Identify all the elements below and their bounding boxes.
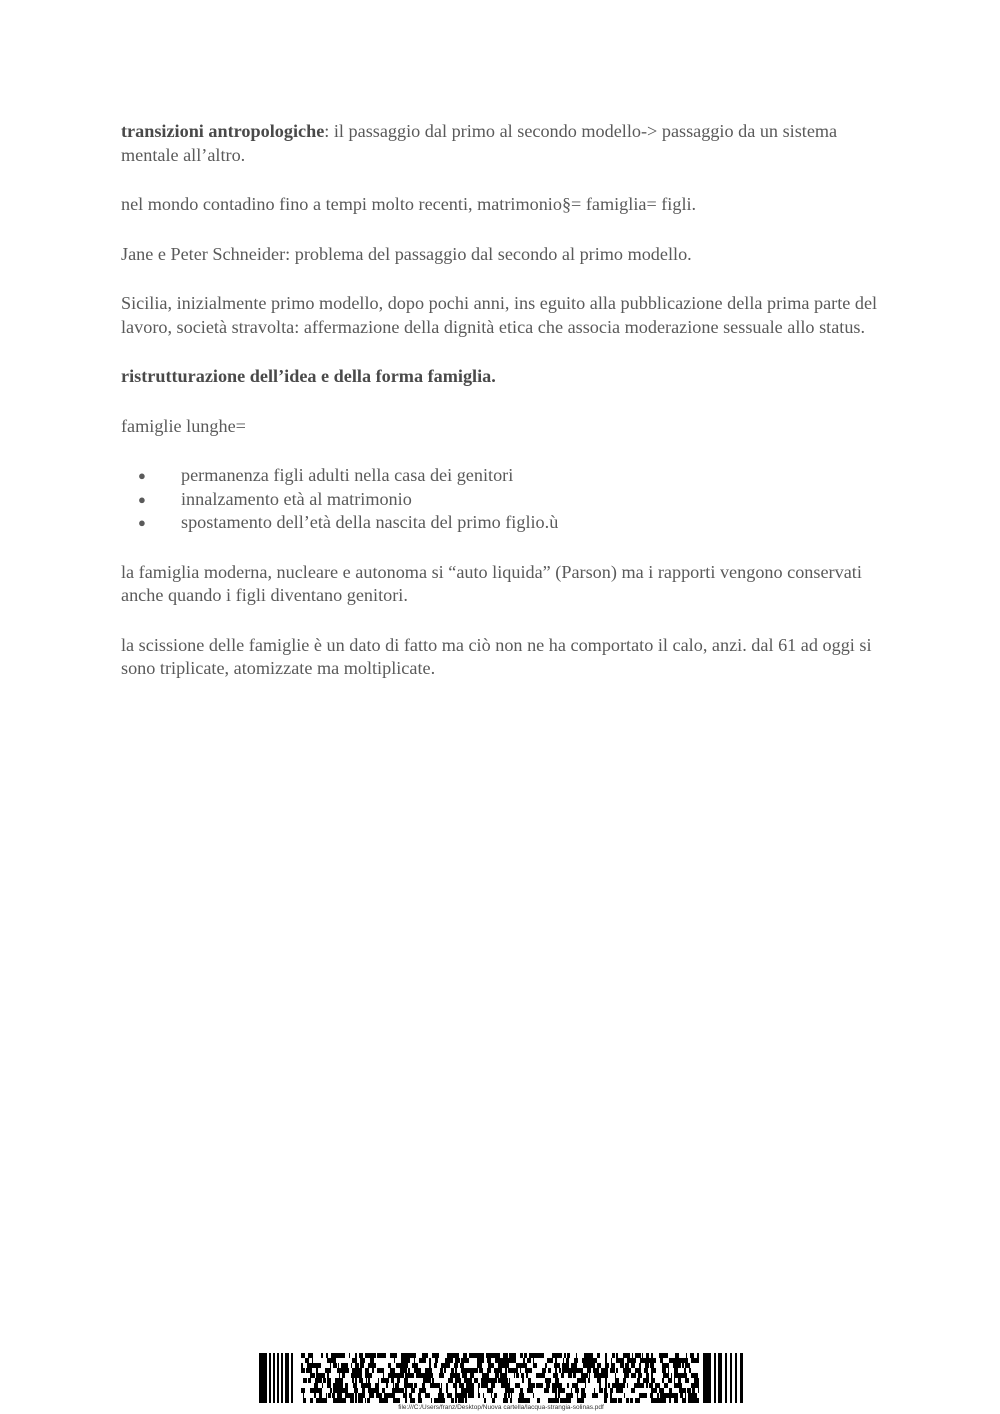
bullet-icon: ●	[138, 491, 146, 507]
paragraph-scissione: la scissione delle famiglie è un dato di fatto ma ciò non ne ha comportato il calo, anzi. dal 61 ad oggi si sono triplicate, atomizzate ma moltiplicate.	[121, 634, 872, 678]
list-item-text: spostamento dell’età della nascita del primo figlio.ù	[181, 512, 559, 532]
list-item	[121, 511, 881, 535]
bullet-icon: ●	[138, 468, 146, 483]
bold-heading-ristrutturazione: ristrutturazione dell’idea e della forma famiglia.	[121, 366, 496, 386]
bold-term-transizioni: transizioni antropologiche	[121, 121, 325, 141]
list-item-text: innalzamento età al matrimonio	[181, 488, 412, 509]
barcode-icon	[259, 1353, 743, 1403]
paragraph-schneider: Jane e Peter Schneider: problema del passaggio dal secondo al primo modello.	[121, 243, 692, 264]
paragraph-famiglia-moderna: la famiglia moderna, nucleare e autonoma si “auto liquida” (Parson) ma i rapporti vengono conservati anche quando i figli diventano genitori.	[121, 561, 862, 605]
paragraph-sicilia: Sicilia, inizialmente primo modello, dopo pochi anni, ins eguito alla pubblicazione della prima parte del lavoro, società stravolta: affermazione della dignità etica che associa moderazione sessuale allo status.	[121, 293, 878, 337]
paragraph-text: : il passaggio dal primo al secondo modello-> passaggio da un sistema mentale all’altro.	[121, 121, 838, 165]
bullet-icon: ●	[138, 515, 146, 530]
list-item	[121, 488, 881, 512]
paragraph-transizioni	[121, 120, 881, 167]
list-item-text: permanenza figli adulti nella casa dei genitori	[181, 465, 514, 485]
bullet-list	[121, 464, 881, 535]
document-body	[121, 120, 881, 707]
paragraph-famiglie-lunghe: famiglie lunghe=	[121, 415, 246, 436]
list-item	[121, 464, 881, 488]
footer-file-path: file:///C:/Users/franz/Desktop/Nuova cartella/lacqua-strangia-solinas.pdf	[398, 1404, 604, 1411]
paragraph-ristrutturazione	[121, 365, 881, 389]
paragraph-mondo-contadino: nel mondo contadino fino a tempi molto recenti, matrimonio§= famiglia= figli.	[121, 194, 697, 214]
